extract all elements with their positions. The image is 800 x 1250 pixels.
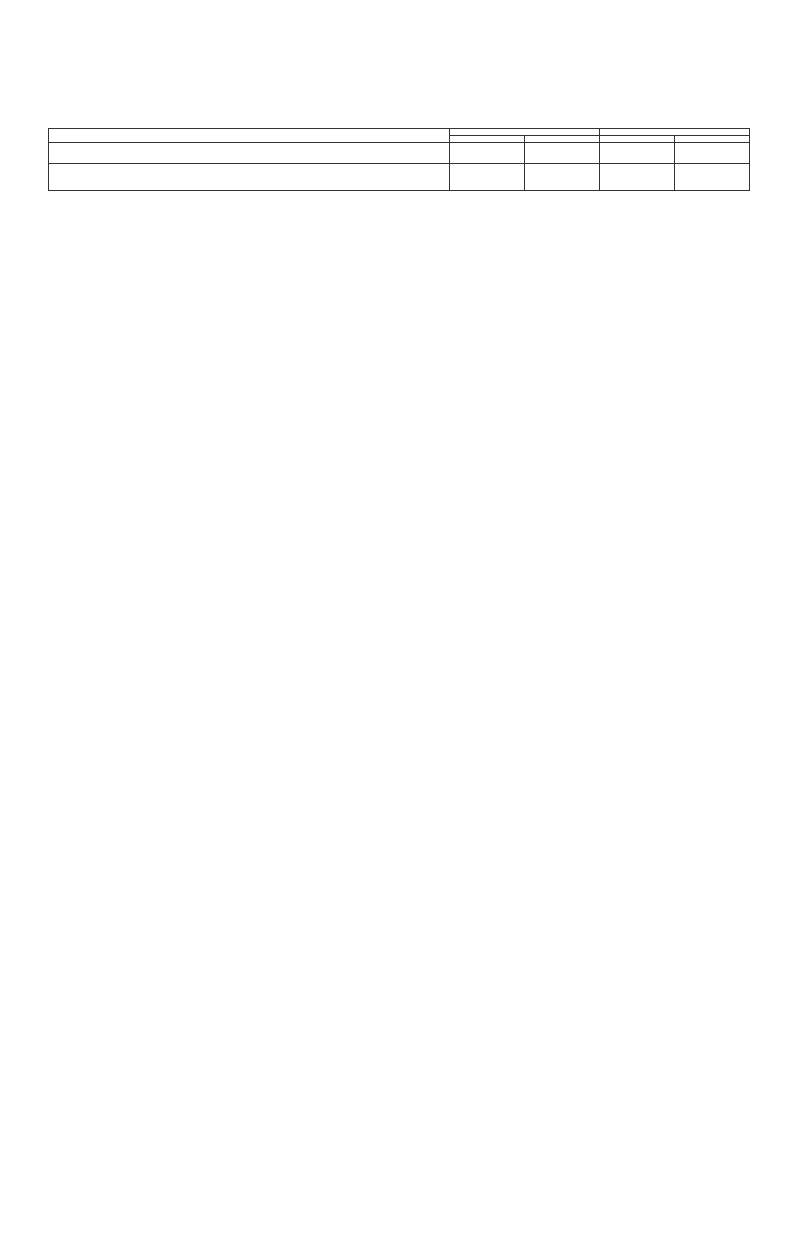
bf-formal-taken xyxy=(450,143,525,164)
header-description xyxy=(49,129,450,143)
total-formal-adulterated xyxy=(525,163,600,190)
bf-label xyxy=(49,143,450,164)
header-formal-number-adulterated xyxy=(525,136,600,143)
header-informal-number-adulterated xyxy=(675,136,750,143)
food-samples-table xyxy=(48,128,750,191)
total-informal-adulterated xyxy=(675,163,750,190)
bf-formal-adulterated xyxy=(525,143,600,164)
total-row xyxy=(49,163,750,190)
total-label xyxy=(49,163,450,190)
header-informal-number-taken xyxy=(600,136,675,143)
brought-forward-row xyxy=(49,143,750,164)
total-formal-taken xyxy=(450,163,525,190)
header-formal-number-taken xyxy=(450,136,525,143)
header-formal-samples xyxy=(450,129,600,136)
bf-informal-adulterated xyxy=(675,143,750,164)
total-informal-taken xyxy=(600,163,675,190)
header-informal-samples xyxy=(600,129,750,136)
bf-informal-taken xyxy=(600,143,675,164)
